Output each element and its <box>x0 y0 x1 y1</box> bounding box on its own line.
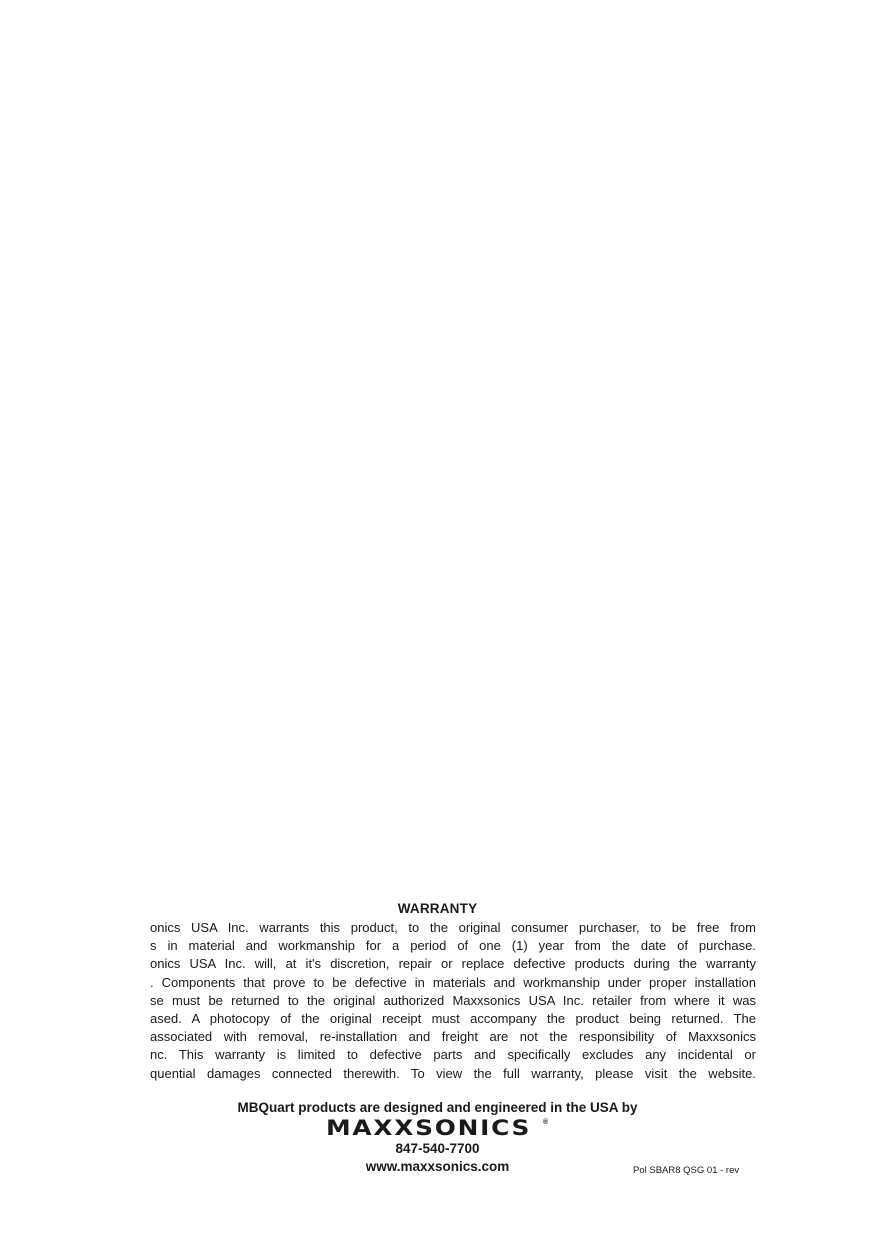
logo-wordmark: MAXXSONICS <box>326 1116 532 1140</box>
warranty-line: s in material and workmanship for a period of one (1) year from the date of purchase. <box>150 938 756 954</box>
warranty-line: . Components that prove to be defective in materials and workmanship under proper installation <box>150 974 756 990</box>
document-code: Pol SBAR8 QSG 01 - rev <box>633 1165 740 1176</box>
manufacturer-tagline: MBQuart products are designed and engineered in the USA by <box>237 1100 638 1115</box>
warranty-line: associated with removal, re-installation and freight are not the responsibility of Maxxsonics <box>150 1029 756 1045</box>
warranty-body <box>150 919 756 1083</box>
warranty-line: onics USA Inc. warrants this product, to the original consumer purchaser, to be free from <box>150 920 756 935</box>
warranty-line: se must be returned to the original authorized Maxxsonics USA Inc. retailer from where it was <box>150 992 756 1008</box>
warranty-line: onics USA Inc. will, at it's discretion, repair or replace defective products during the warranty <box>150 956 756 972</box>
website-url: www.maxxsonics.com <box>365 1159 510 1174</box>
registered-mark: ® <box>543 1119 549 1126</box>
phone-number: 847-540-7700 <box>395 1141 480 1156</box>
maxxsonics-logo <box>326 1116 549 1140</box>
warranty-line: ased. A photocopy of the original receipt must accompany the product being returned. The <box>150 1010 756 1026</box>
warranty-line: nc. This warranty is limited to defective parts and specifically excludes any incidental or <box>150 1047 756 1063</box>
warranty-title: WARRANTY <box>397 901 478 916</box>
warranty-line: quential damages connected therewith. To view the full warranty, please visit the website. <box>150 1065 756 1081</box>
